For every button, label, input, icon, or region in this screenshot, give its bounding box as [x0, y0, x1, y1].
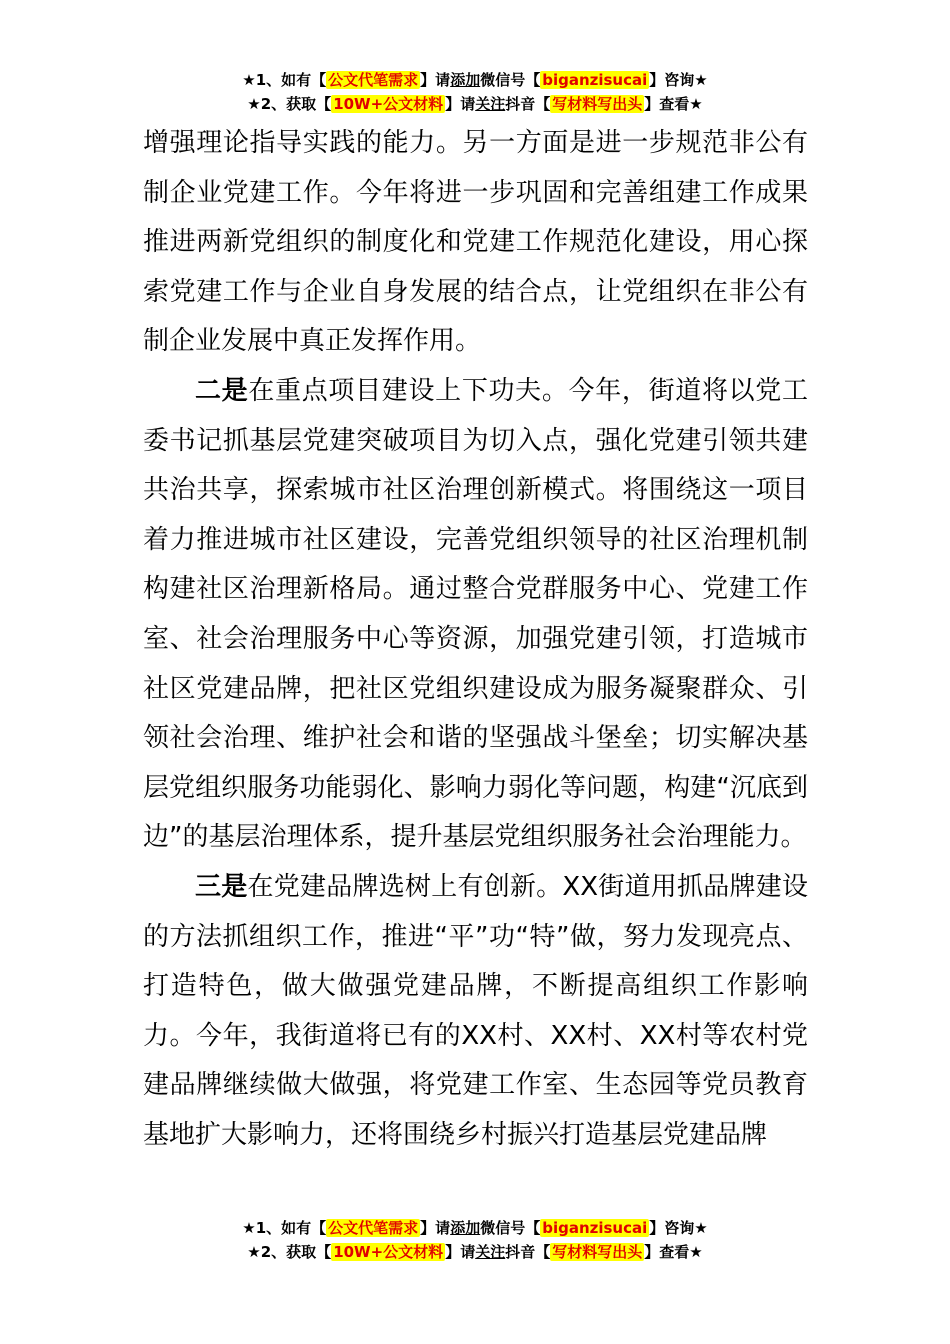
paragraph-3-lead: 三是 [195, 871, 248, 902]
paragraph-2-lead: 二是 [195, 375, 249, 406]
promo-banner-top [0, 68, 950, 116]
highlight-service: 公文代笔需求 [328, 71, 419, 89]
paragraph-3: 三是在党建品牌选树上有创新。XX街道用抓品牌建设的方法抓组织工作，推进“平”功“特”做，努力发现亮点、打造特色，做大做强党建品牌，不断提高组织工作影响力。今年，我街道将已有的XX村、XX村、XX村等农村党建品牌继续做大做强，将党建工作室、生态园等党员教育基地扩大影响力，还将围绕乡村振兴打造基层党建品牌 [143, 871, 808, 1150]
highlight-materials: 10W+公文材料 [333, 95, 444, 113]
highlight-douyin-id: 写材料写出头 [552, 1243, 643, 1261]
promo-line-1: ★1、如有【 公文代笔需求 】请添加微信号【 biganzisucai 】咨询★ [242, 71, 708, 89]
highlight-wechat-id: biganzisucai [542, 1219, 648, 1237]
promo-line-2: ★2、获取【 10W+公文材料 】请关注抖音【 写材料写出头 】查看★ [247, 95, 703, 113]
paragraph-1: 增强理论指导实践的能力。另一方面是进一步规范非公有制企业党建工作。今年将进一步巩固和完善组建工作成果推进两新党组织的制度化和党建工作规范化建设，用心探索党建工作与企业自身发展的结合点，让党组织在非公有制企业发展中真正发挥作用。 [143, 128, 808, 357]
highlight-douyin-id: 写材料写出头 [552, 95, 643, 113]
highlight-materials: 10W+公文材料 [333, 1243, 444, 1261]
document-body [143, 119, 808, 1160]
highlight-wechat-id: biganzisucai [542, 71, 648, 89]
promo-banner-bottom [0, 1216, 950, 1264]
promo-line-1-bottom: ★1、如有【 公文代笔需求 】请添加微信号【 biganzisucai 】咨询★ [242, 1219, 708, 1237]
paragraph-2: 二是在重点项目建设上下功夫。今年，街道将以党工委书记抓基层党建突破项目为切入点，强化党建引领共建共治共享，探索城市社区治理创新模式。将围绕这一项目着力推进城市社区建设，完善党组织领导的社区治理机制构建社区治理新格局。通过整合党群服务中心、党建工作室、社会治理服务中心等资源，加强党建引领，打造城市社区党建品牌，把社区党组织建设成为服务凝聚群众、引领社会治理、维护社会和谐的坚强战斗堡垒；切实解决基层党组织服务功能弱化、影响力弱化等问题，构建“沉底到边”的基层治理体系，提升基层党组织服务社会治理能力。 [143, 375, 808, 853]
highlight-service: 公文代笔需求 [328, 1219, 419, 1237]
promo-line-2-bottom: ★2、获取【 10W+公文材料 】请关注抖音【 写材料写出头 】查看★ [247, 1243, 703, 1261]
